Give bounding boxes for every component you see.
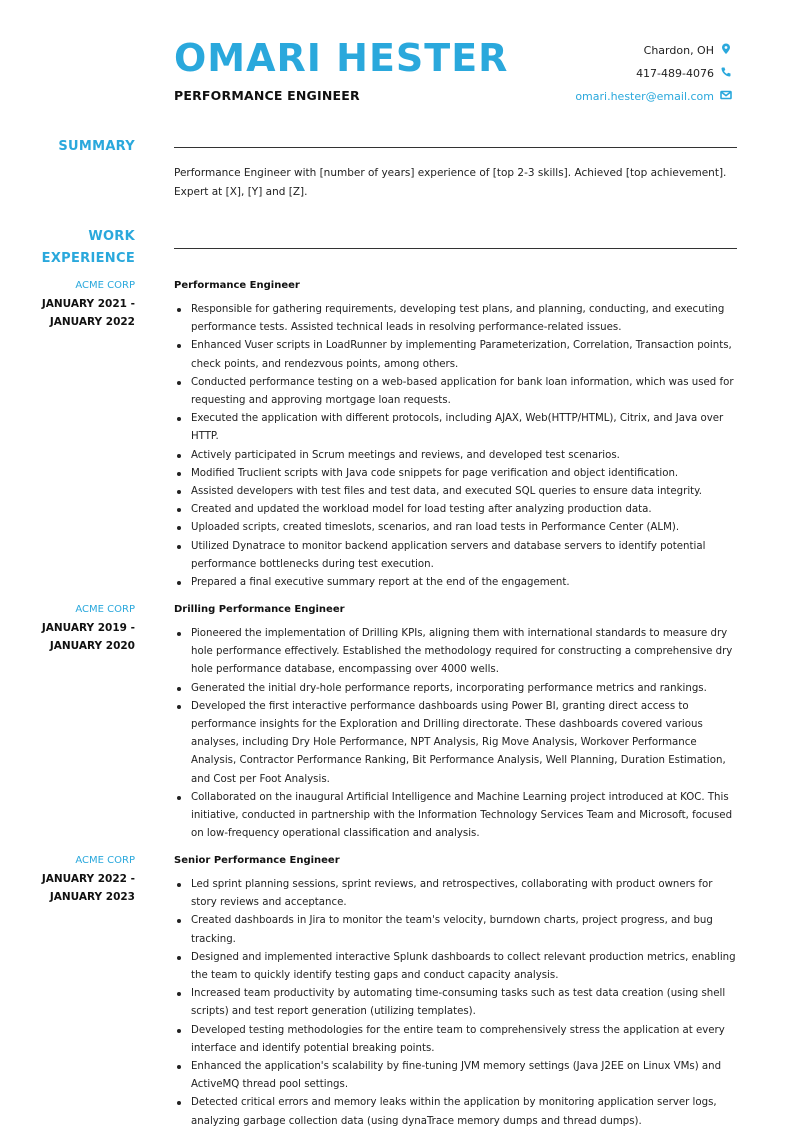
- list-item: Modified Truclient scripts with Java code snippets for page verification and object identification.: [174, 465, 739, 483]
- contact-phone: [636, 66, 732, 81]
- summary-heading: SUMMARY: [58, 139, 135, 154]
- list-item: Prepared a final executive summary report at the end of the engagement.: [174, 574, 739, 592]
- candidate-name: OMARI HESTER: [174, 36, 509, 80]
- list-item: Collaborated on the inaugural Artificial Intelligence and Machine Learning project introduced at KOC. This initiative, conducted in partnership with the Information Technology Services Team and Microsoft, focused on low-frequency operational classification and analysis.: [174, 789, 739, 844]
- list-item: Utilized Dynatrace to monitor backend application servers and database servers to identify potential performance bottlenecks during test execution.: [174, 538, 739, 574]
- job-company: ACME CORP: [75, 855, 135, 866]
- candidate-job-title: PERFORMANCE ENGINEER: [174, 88, 360, 103]
- list-item: Created and updated the workload model for load testing after analyzing production data.: [174, 501, 739, 519]
- list-item: Developed testing methodologies for the entire team to comprehensively stress the application at every interface and identify potential breaking points.: [174, 1022, 739, 1058]
- job-bullet-list: [174, 876, 739, 1131]
- list-item: Pioneered the implementation of Drilling KPIs, aligning them with international standards to measure dry hole performance effectively. Established the methodology required for constructing a comprehensive dry hole performance database, encompassing over 4000 wells.: [174, 625, 739, 680]
- work-divider: [174, 248, 737, 249]
- contact-email[interactable]: [575, 89, 732, 104]
- list-item: Assisted developers with test files and test data, and executed SQL queries to ensure data integrity.: [174, 483, 739, 501]
- job-title: Senior Performance Engineer: [174, 855, 340, 866]
- list-item: Increased team productivity by automating time-consuming tasks such as test data creation (using shell scripts) and test report generation (utilizing templates).: [174, 985, 739, 1021]
- job-company: ACME CORP: [75, 604, 135, 615]
- list-item: Led sprint planning sessions, sprint reviews, and retrospectives, collaborating with product owners for story reviews and acceptance.: [174, 876, 739, 912]
- work-heading-line1: WORK: [88, 229, 135, 244]
- list-item: Actively participated in Scrum meetings and reviews, and developed test scenarios.: [174, 447, 739, 465]
- job-dates-start: JANUARY 2022 -: [41, 873, 135, 885]
- job-dates: [25, 870, 135, 906]
- job-bullet-list: [174, 625, 739, 843]
- map-pin-icon: [720, 43, 732, 58]
- work-heading-line2: EXPERIENCE: [41, 251, 135, 266]
- list-item: Developed the first interactive performance dashboards using Power BI, granting direct access to performance insights for the Exploration and Drilling directorate. These dashboards covered various analyses, including Dry Hole Performance, NPT Analysis, Rig Move Analysis, Workover Performance Analysis, Contractor Performance Ranking, Bit Performance Analysis, Well Planning, Duration Estimation, and Cost per Foot Analysis.: [174, 698, 739, 789]
- location-text: Chardon, OH: [643, 44, 714, 57]
- job-company: ACME CORP: [75, 280, 135, 291]
- phone-icon: [720, 66, 732, 81]
- list-item: Detected critical errors and memory leaks within the application by monitoring application server logs, analyzing garbage collection data (using dynaTrace memory dumps and thread dumps).: [174, 1094, 739, 1130]
- list-item: Designed and implemented interactive Splunk dashboards to collect relevant production metrics, enabling the team to quickly identify testing gaps and conduct capacity analysis.: [174, 949, 739, 985]
- list-item: Enhanced Vuser scripts in LoadRunner by implementing Parameterization, Correlation, Transaction points, check points, and rendezvous points, among others.: [174, 337, 739, 373]
- email-link[interactable]: omari.hester@email.com: [575, 90, 714, 103]
- list-item: Enhanced the application's scalability by fine-tuning JVM memory settings (Java J2EE on Linux VMs) and ActiveMQ thread pool settings.: [174, 1058, 739, 1094]
- list-item: Responsible for gathering requirements, developing test plans, and planning, conducting, and executing performance tests. Assisted technical leads in resolving performance-related issues.: [174, 301, 739, 337]
- job-dates-start: JANUARY 2021 -: [41, 298, 135, 310]
- envelope-icon: [720, 89, 732, 104]
- list-item: Conducted performance testing on a web-based application for bank loan information, which was used for requesting and approving mortgage loan requests.: [174, 374, 739, 410]
- job-dates-end: JANUARY 2022: [49, 316, 135, 328]
- job-dates-end: JANUARY 2023: [49, 891, 135, 903]
- list-item: Uploaded scripts, created timeslots, scenarios, and ran load tests in Performance Center (ALM).: [174, 519, 739, 537]
- job-title: Drilling Performance Engineer: [174, 604, 345, 615]
- job-title: Performance Engineer: [174, 280, 300, 291]
- list-item: Generated the initial dry-hole performance reports, incorporating performance metrics and rankings.: [174, 680, 739, 698]
- job-dates-start: JANUARY 2019 -: [41, 622, 135, 634]
- job-dates: [25, 619, 135, 655]
- list-item: Executed the application with different protocols, including AJAX, Web(HTTP/HTML), Citrix, and Java over HTTP.: [174, 410, 739, 446]
- job-dates: [25, 295, 135, 331]
- job-bullet-list: [174, 301, 739, 592]
- work-experience-heading: [42, 226, 135, 270]
- contact-location: [644, 43, 732, 58]
- phone-text: 417-489-4076: [636, 67, 714, 80]
- summary-text: Performance Engineer with [number of years] experience of [top 2-3 skills]. Achieved [top achievement]. Expert at [X], [Y] and [Z].: [174, 167, 727, 198]
- job-dates-end: JANUARY 2020: [49, 640, 135, 652]
- list-item: Created dashboards in Jira to monitor the team's velocity, burndown charts, project progress, and bug tracking.: [174, 912, 739, 948]
- summary-divider: [174, 147, 737, 148]
